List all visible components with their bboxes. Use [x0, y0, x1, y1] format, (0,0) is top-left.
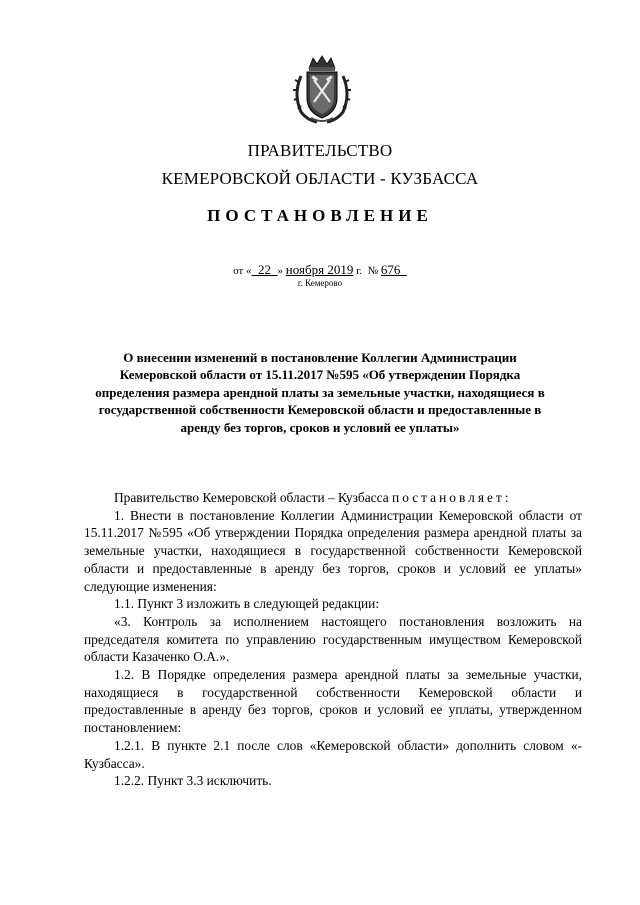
date-prefix: от «	[233, 265, 252, 277]
date-number-line	[0, 262, 640, 278]
coat-of-arms-icon	[291, 54, 353, 126]
body-paragraph-1-2-1: 1.2.1. В пункте 2.1 после слов «Кемеровской области» дополнить словом «- Кузбасса».	[84, 737, 582, 771]
body-paragraph-quote: «3. Контроль за исполнением настоящего постановления возложить на председателя комитета по управлению государственным имуществом Кемеровской области Казаченко О.А.».	[84, 613, 582, 665]
document-number: 676	[380, 262, 401, 277]
date-mid: »	[277, 265, 284, 277]
government-title-line1: ПРАВИТЕЛЬСТВО	[247, 141, 393, 160]
city-name: г. Кемерово	[297, 278, 343, 288]
document-type-title: ПОСТАНОВЛЕНИЕ	[207, 206, 433, 225]
body-paragraph-1: 1. Внести в постановление Коллегии Администрации Кемеровской области от 15.11.2017 №595 «Об утверждении Порядка определения размера арендной платы за земельные участки, находящиеся в государственной собственности Кемеровской области и предоставленные в аренду без торгов, сроков и условий ее уплаты» следующие изменения:	[84, 507, 582, 594]
date-month-year: ноября 2019	[285, 262, 354, 277]
date-year-suffix: г.	[356, 265, 363, 277]
body-paragraph-1-2-2: 1.2.2. Пункт 3.3 исключить.	[114, 773, 272, 789]
document-body	[84, 489, 582, 790]
document-subject: О внесении изменений в постановление Коллегии Администрации Кемеровской области от 15.11.2017 №595 «Об утверждении Порядка определения размера арендной платы за земельные участки, находящиеся в государственной собственности Кемеровской области и предоставленные в аренду без торгов, сроков и условий ее уплаты»	[95, 350, 545, 435]
body-paragraph-intro: Правительство Кемеровской области – Кузбасса постановляет:	[114, 490, 512, 505]
body-paragraph-1-1: 1.1. Пункт 3 изложить в следующей редакции:	[114, 596, 380, 612]
date-day: 22	[258, 262, 272, 277]
government-title-line2: КЕМЕРОВСКОЙ ОБЛАСТИ - КУЗБАССА	[161, 169, 479, 188]
body-paragraph-1-2: 1.2. В Порядке определения размера арендной платы за земельные участки, находящиеся в государственной собственности Кемеровской области и предоставленные в аренду без торгов, сроков и условий ее уплаты, утвержденном постановлением:	[84, 667, 582, 736]
number-sign: №	[367, 265, 379, 277]
